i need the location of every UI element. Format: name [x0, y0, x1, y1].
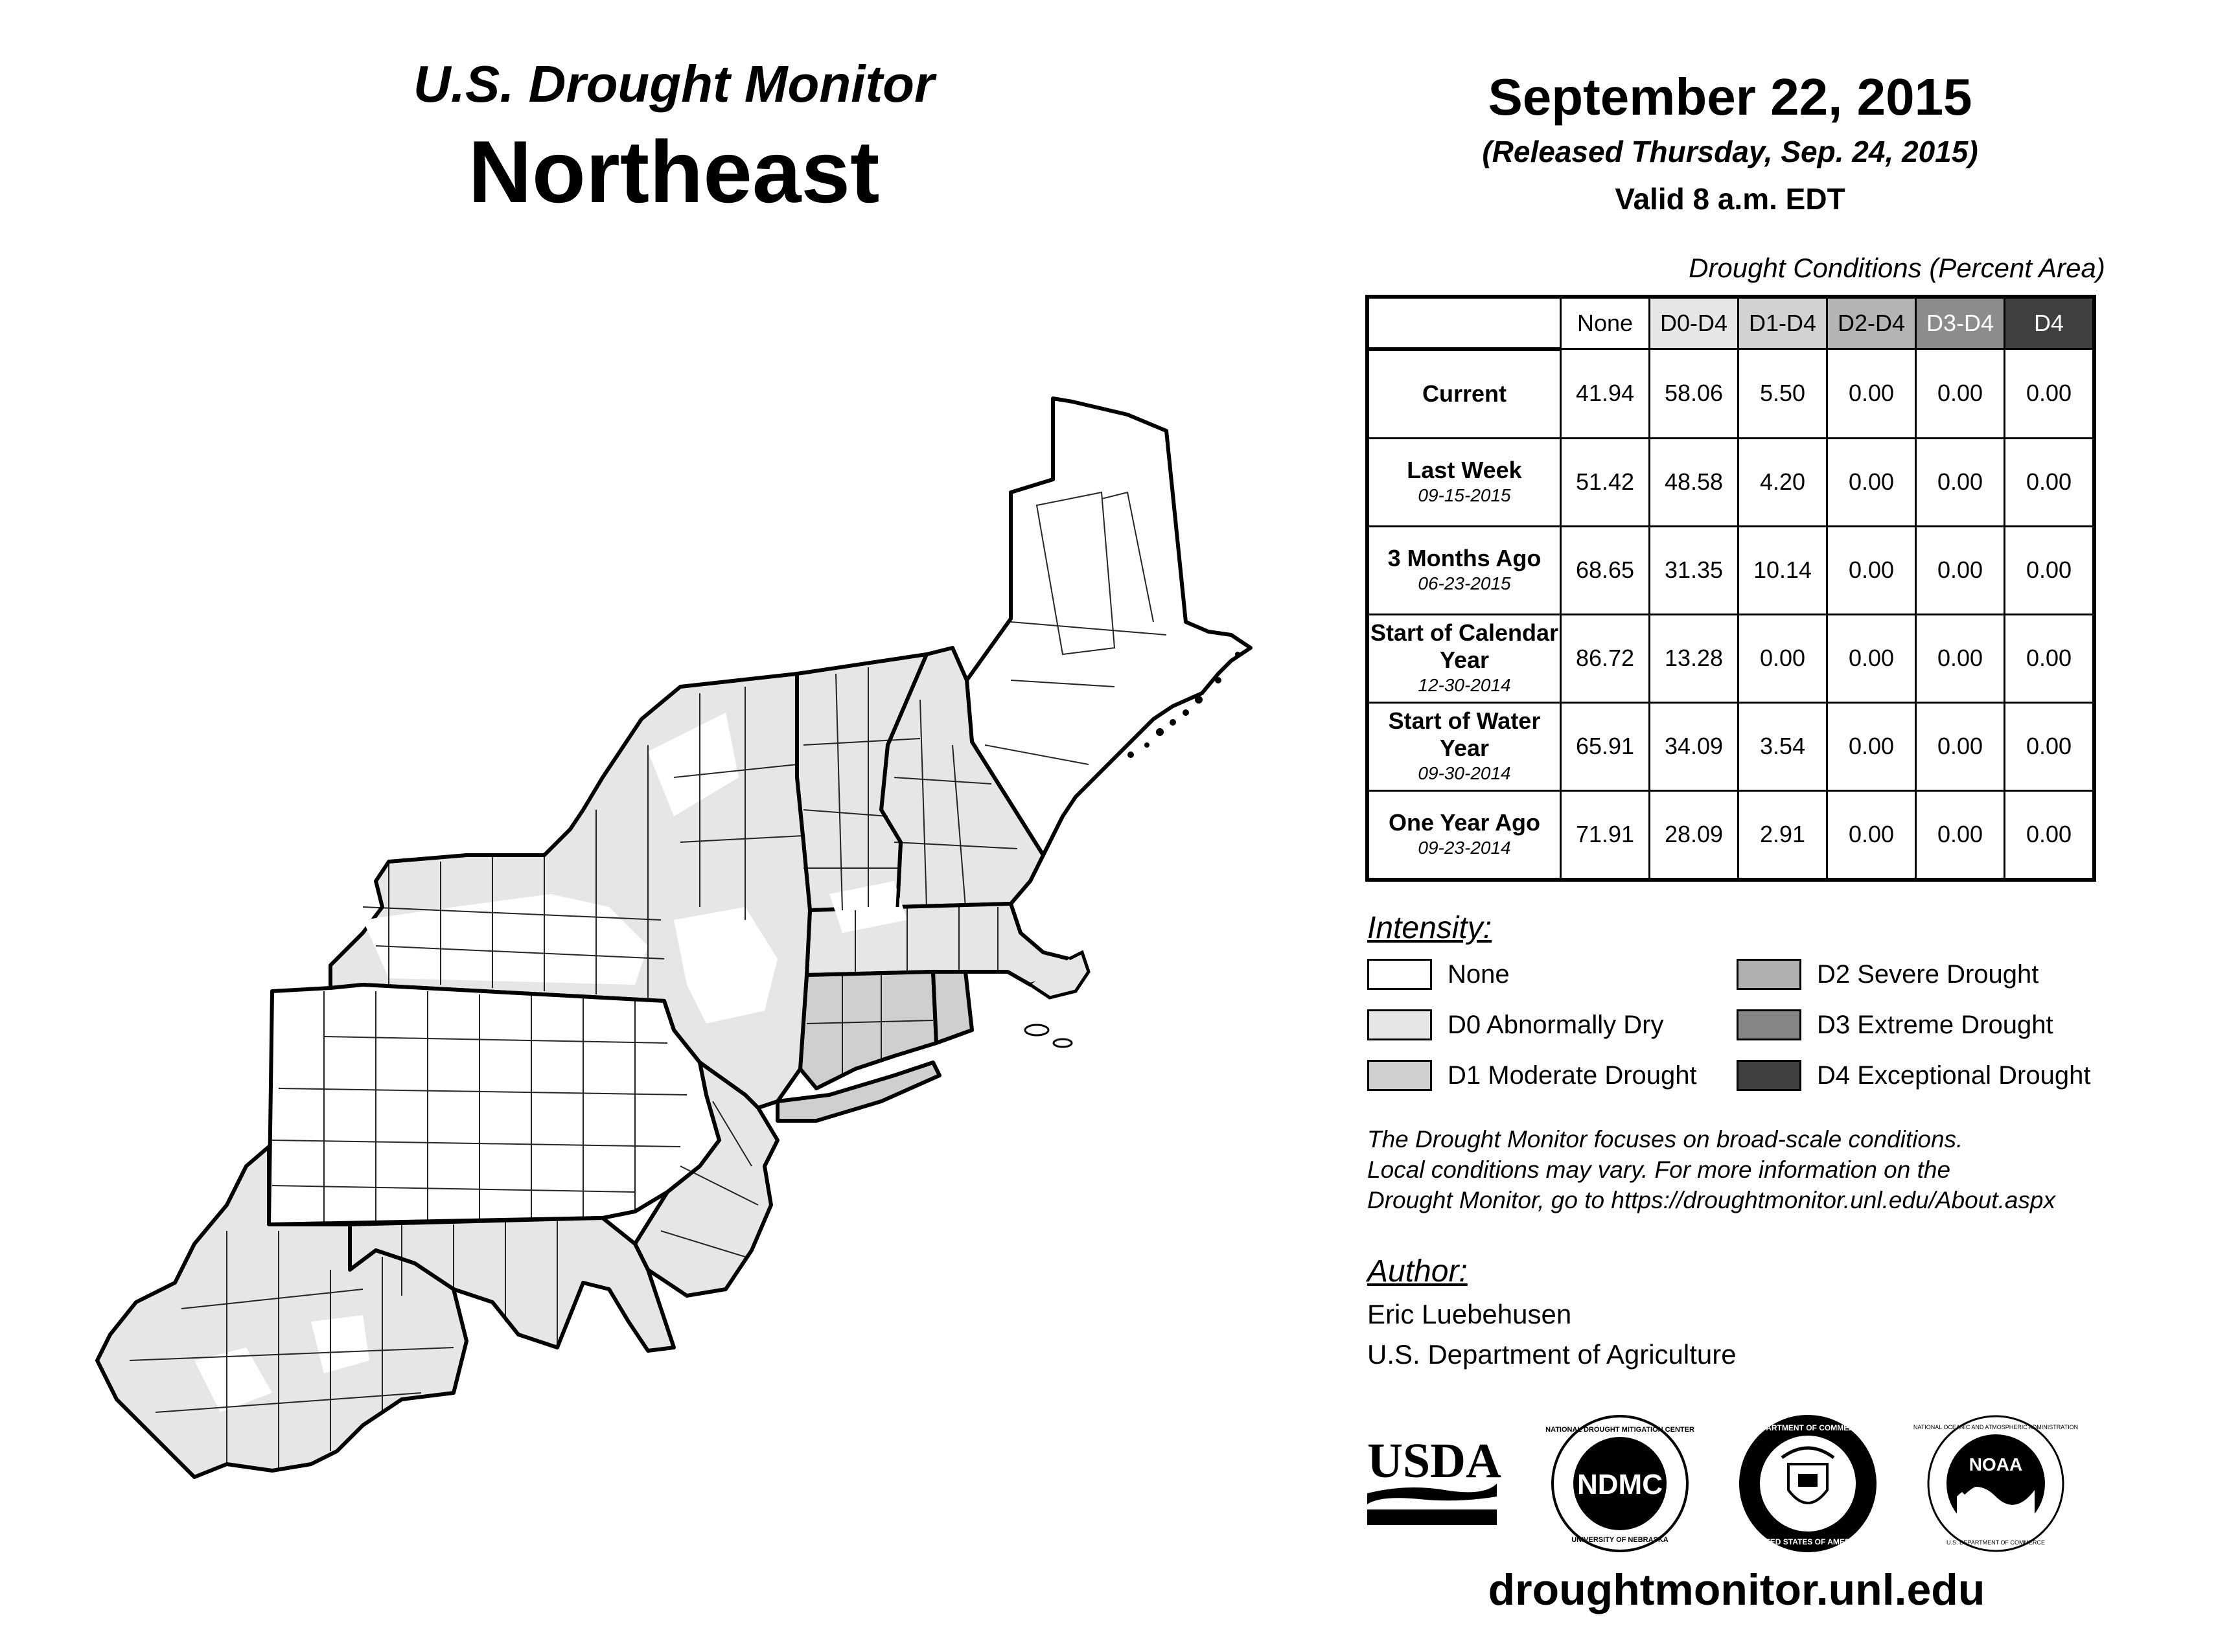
table-cell: 0.00 — [2005, 526, 2094, 614]
map-title: Northeast — [468, 122, 880, 221]
release-date: (Released Thursday, Sep. 24, 2015) — [1482, 135, 1978, 168]
table-cell: 86.72 — [1561, 614, 1650, 702]
legend-swatch — [1737, 959, 1801, 990]
legend-label: None — [1448, 959, 1510, 989]
table-cell: 0.00 — [1916, 702, 2005, 790]
legend-swatch — [1367, 1009, 1432, 1040]
table-cell: 0.00 — [2005, 438, 2094, 526]
disclaimer-line: Local conditions may vary. For more information on the — [1367, 1156, 1951, 1183]
row-date: 12-30-2014 — [1418, 675, 1511, 695]
doc-seal-logo — [1737, 1412, 1879, 1558]
table-row-label — [1369, 438, 1561, 526]
author-org: U.S. Department of Agriculture — [1367, 1339, 1737, 1370]
table-cell: 0.00 — [1916, 526, 2005, 614]
disclaimer — [1367, 1124, 2138, 1215]
legend-item — [1367, 1009, 1663, 1040]
legend-label: D4 Exceptional Drought — [1817, 1061, 2091, 1090]
region-rhode-island — [933, 972, 972, 1043]
table-cell: 10.14 — [1738, 526, 1827, 614]
noaa-ring-top: NATIONAL OCEANIC AND ATMOSPHERIC ADMINISTRATION — [1913, 1424, 2079, 1430]
legend-label: D3 Extreme Drought — [1817, 1010, 2053, 1039]
table-row-label — [1369, 526, 1561, 614]
row-label-text: Current — [1422, 380, 1507, 407]
usda-logo — [1367, 1432, 1501, 1532]
table-cell: 31.35 — [1650, 526, 1738, 614]
table-cell: 0.00 — [1916, 790, 2005, 878]
col-d1-d4: D1-D4 — [1738, 298, 1827, 349]
table-cell: 41.94 — [1561, 349, 1650, 439]
table-cell: 0.00 — [1738, 614, 1827, 702]
ndmc-logo-text: NDMC — [1577, 1469, 1663, 1500]
legend-item — [1737, 959, 2038, 990]
legend-swatch — [1367, 1060, 1432, 1091]
table-cell: 4.20 — [1738, 438, 1827, 526]
disclaimer-line: Drought Monitor, go to https://droughtmonitor.unl.edu/About.aspx — [1367, 1187, 2055, 1213]
table-cell: 0.00 — [1827, 790, 1916, 878]
table-row-label — [1369, 790, 1561, 878]
legend-label: D1 Moderate Drought — [1448, 1061, 1697, 1090]
table-cell: 0.00 — [1827, 526, 1916, 614]
table-cell: 0.00 — [1827, 614, 1916, 702]
author-name: Eric Luebehusen — [1367, 1299, 1572, 1329]
table-corner — [1369, 298, 1561, 349]
table-caption: Drought Conditions (Percent Area) — [1689, 253, 2105, 283]
ndmc-logo — [1545, 1412, 1694, 1558]
drought-monitor-link[interactable]: droughtmonitor.unl.edu — [1488, 1565, 1985, 1614]
table-cell: 58.06 — [1650, 349, 1738, 439]
legend-item — [1367, 959, 1510, 990]
legend-label: D0 Abnormally Dry — [1448, 1010, 1664, 1039]
row-date: 09-15-2015 — [1418, 485, 1511, 505]
row-date: 06-23-2015 — [1418, 573, 1511, 593]
table-row-label — [1369, 702, 1561, 790]
noaa-logo — [1913, 1412, 2079, 1558]
legend-swatch — [1737, 1060, 1801, 1091]
table-row-label — [1369, 349, 1561, 439]
legend-item — [1737, 1009, 2053, 1040]
table-cell: 71.91 — [1561, 790, 1650, 878]
table-cell: 34.09 — [1650, 702, 1738, 790]
legend-item — [1367, 1060, 1697, 1091]
table-header-row — [1369, 298, 2094, 349]
row-label-text: Last Week — [1407, 457, 1522, 483]
author-info — [1367, 1294, 1737, 1375]
table-cell: 65.91 — [1561, 702, 1650, 790]
table-cell: 48.58 — [1650, 438, 1738, 526]
legend-swatch — [1367, 959, 1432, 990]
table-cell: 68.65 — [1561, 526, 1650, 614]
table-cell: 0.00 — [1827, 349, 1916, 439]
ndmc-ring-bottom: UNIVERSITY OF NEBRASKA — [1571, 1536, 1669, 1544]
table-cell: 5.50 — [1738, 349, 1827, 439]
doc-ring-top: DEPARTMENT OF COMMERCE — [1750, 1423, 1865, 1432]
table-cell: 13.28 — [1650, 614, 1738, 702]
valid-time: Valid 8 a.m. EDT — [1615, 182, 1845, 216]
legend-item — [1737, 1060, 2090, 1091]
row-label-text: Start of Water Year — [1388, 707, 1541, 761]
drought-conditions-table — [1367, 297, 2094, 880]
table-row — [1369, 526, 2094, 614]
row-label-text: One Year Ago — [1388, 809, 1541, 836]
row-label-text: 3 Months Ago — [1387, 545, 1542, 571]
row-date: 09-23-2014 — [1418, 838, 1511, 858]
noaa-ring-bottom: U.S. DEPARTMENT OF COMMERCE — [1946, 1539, 2046, 1546]
table-row — [1369, 790, 2094, 878]
disclaimer-line: The Drought Monitor focuses on broad-scale conditions. — [1367, 1126, 1963, 1153]
col-d2-d4: D2-D4 — [1827, 298, 1916, 349]
table-cell: 0.00 — [1916, 614, 2005, 702]
usda-logo-text: USDA — [1367, 1434, 1501, 1488]
table-row-label — [1369, 614, 1561, 702]
table-cell: 28.09 — [1650, 790, 1738, 878]
date-block — [1367, 65, 2093, 222]
table-row — [1369, 349, 2094, 439]
table-cell: 2.91 — [1738, 790, 1827, 878]
region-pennsylvania — [269, 985, 719, 1224]
table-cell: 51.42 — [1561, 438, 1650, 526]
intensity-title: Intensity: — [1367, 911, 1492, 945]
table-row — [1369, 438, 2094, 526]
col-d4: D4 — [2005, 298, 2094, 349]
col-d3-d4: D3-D4 — [1916, 298, 2005, 349]
ndmc-ring-top: NATIONAL DROUGHT MITIGATION CENTER — [1545, 1426, 1694, 1434]
map-subtitle: U.S. Drought Monitor — [413, 55, 935, 113]
legend-label: D2 Severe Drought — [1817, 959, 2039, 989]
table-cell: 0.00 — [1827, 438, 1916, 526]
author-title: Author: — [1367, 1254, 1468, 1289]
table-row — [1369, 702, 2094, 790]
table-cell: 3.54 — [1738, 702, 1827, 790]
doc-ring-bottom: UNITED STATES OF AMERICA — [1751, 1537, 1864, 1546]
col-none: None — [1561, 298, 1650, 349]
row-label-text: Start of Calendar Year — [1370, 619, 1559, 673]
table-cell: 0.00 — [2005, 349, 2094, 439]
row-date: 09-30-2014 — [1418, 763, 1511, 783]
table-cell: 0.00 — [1916, 349, 2005, 439]
table-cell: 0.00 — [2005, 614, 2094, 702]
col-d0-d4: D0-D4 — [1650, 298, 1738, 349]
legend-swatch — [1737, 1009, 1801, 1040]
table-row — [1369, 614, 2094, 702]
map-date: September 22, 2015 — [1488, 68, 1972, 126]
noaa-logo-text: NOAA — [1969, 1454, 2023, 1474]
map-header — [272, 52, 1076, 220]
table-cell: 0.00 — [1916, 438, 2005, 526]
table-cell: 0.00 — [2005, 702, 2094, 790]
table-cell: 0.00 — [1827, 702, 1916, 790]
table-cell: 0.00 — [2005, 790, 2094, 878]
